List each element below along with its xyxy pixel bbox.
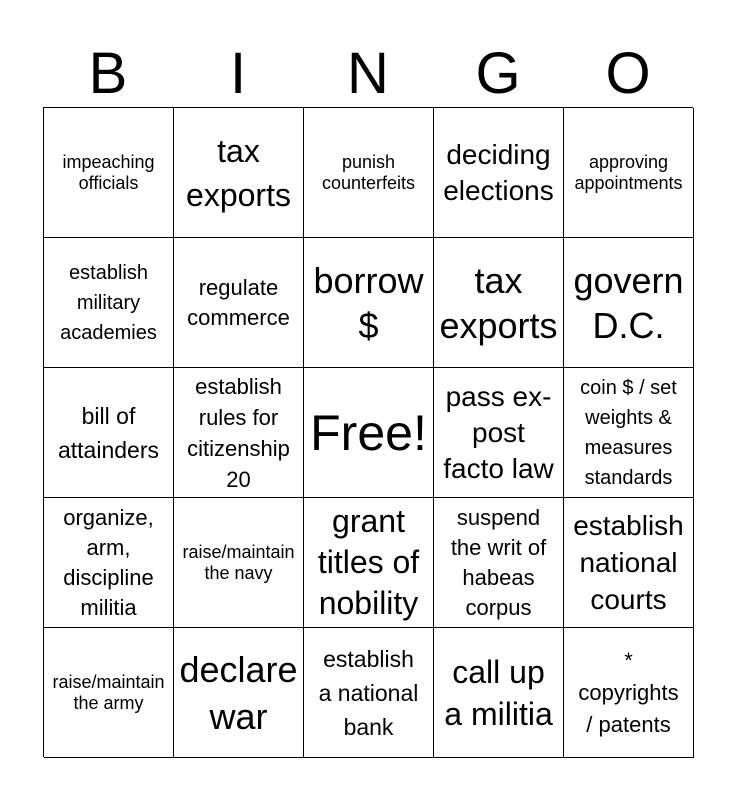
- cell-text: tax exports: [186, 132, 291, 213]
- cell-text: tax exports: [439, 259, 558, 346]
- bingo-cell-r3-c2[interactable]: [174, 368, 304, 498]
- bingo-cell-r4-c4[interactable]: [434, 498, 564, 628]
- cell-text: regulate commerce: [187, 274, 290, 330]
- bingo-cell-r5-c1[interactable]: [44, 628, 174, 758]
- cell-text: coin $ / set weights & measures standards: [580, 376, 677, 489]
- cell-text: impeaching officials: [62, 151, 155, 193]
- bingo-cell-r4-c2[interactable]: [174, 498, 304, 628]
- cell-text: organize, arm, discipline militia: [63, 504, 154, 620]
- bingo-cell-r5-c5[interactable]: [564, 628, 694, 758]
- cell-text: pass ex- post facto law: [443, 380, 554, 484]
- bingo-cell-r1-c1[interactable]: [44, 108, 174, 238]
- bingo-board: [43, 107, 693, 757]
- header-letter-n: N: [347, 41, 389, 106]
- header-letter-b: B: [88, 41, 128, 106]
- cell-text: establish military academies: [60, 261, 157, 344]
- free-space-cell[interactable]: [304, 368, 434, 498]
- cell-text: bill of attainders: [57, 402, 159, 463]
- header-letter-g: G: [475, 41, 521, 106]
- cell-text: grant titles of nobility: [317, 503, 420, 621]
- bingo-cell-r2-c2[interactable]: [174, 238, 304, 368]
- cell-text: establish a national bank: [318, 645, 419, 740]
- bingo-cell-r3-c4[interactable]: [434, 368, 564, 498]
- bingo-cell-r1-c5[interactable]: [564, 108, 694, 238]
- bingo-cell-r4-c3[interactable]: [304, 498, 434, 628]
- cell-text: approving appointments: [574, 151, 683, 193]
- bingo-cell-r3-c5[interactable]: [564, 368, 694, 498]
- bingo-cell-r2-c1[interactable]: [44, 238, 174, 368]
- cell-text: raise/maintain the navy: [182, 541, 295, 583]
- bingo-cell-r2-c4[interactable]: [434, 238, 564, 368]
- bingo-cell-r1-c3[interactable]: [304, 108, 434, 238]
- cell-text: raise/maintain the army: [52, 671, 165, 713]
- header-letter-i: I: [229, 41, 247, 106]
- bingo-cell-r5-c3[interactable]: [304, 628, 434, 758]
- bingo-cell-r4-c1[interactable]: [44, 498, 174, 628]
- cell-text: declare war: [179, 648, 298, 737]
- bingo-cell-r1-c2[interactable]: [174, 108, 304, 238]
- free-space-text: Free!: [310, 404, 427, 461]
- cell-text: govern D.C.: [573, 259, 684, 346]
- cell-text: establish rules for citizenship 20: [187, 373, 290, 492]
- bingo-cell-r2-c5[interactable]: [564, 238, 694, 368]
- bingo-cell-r2-c3[interactable]: [304, 238, 434, 368]
- cell-text: call up a militia: [444, 653, 553, 732]
- bingo-cell-r1-c4[interactable]: [434, 108, 564, 238]
- cell-text: establish national courts: [573, 510, 684, 615]
- cell-text: suspend the writ of habeas corpus: [450, 504, 547, 620]
- cell-text: borrow $: [313, 259, 424, 346]
- cell-text: punish counterfeits: [321, 151, 416, 193]
- header-letter-o: O: [605, 41, 651, 106]
- cell-text: * copyrights / patents: [578, 647, 679, 737]
- cell-text: deciding elections: [443, 138, 554, 206]
- bingo-cell-r5-c4[interactable]: [434, 628, 564, 758]
- bingo-header: [43, 40, 693, 108]
- bingo-cell-r3-c1[interactable]: [44, 368, 174, 498]
- bingo-cell-r4-c5[interactable]: [564, 498, 694, 628]
- bingo-cell-r5-c2[interactable]: [174, 628, 304, 758]
